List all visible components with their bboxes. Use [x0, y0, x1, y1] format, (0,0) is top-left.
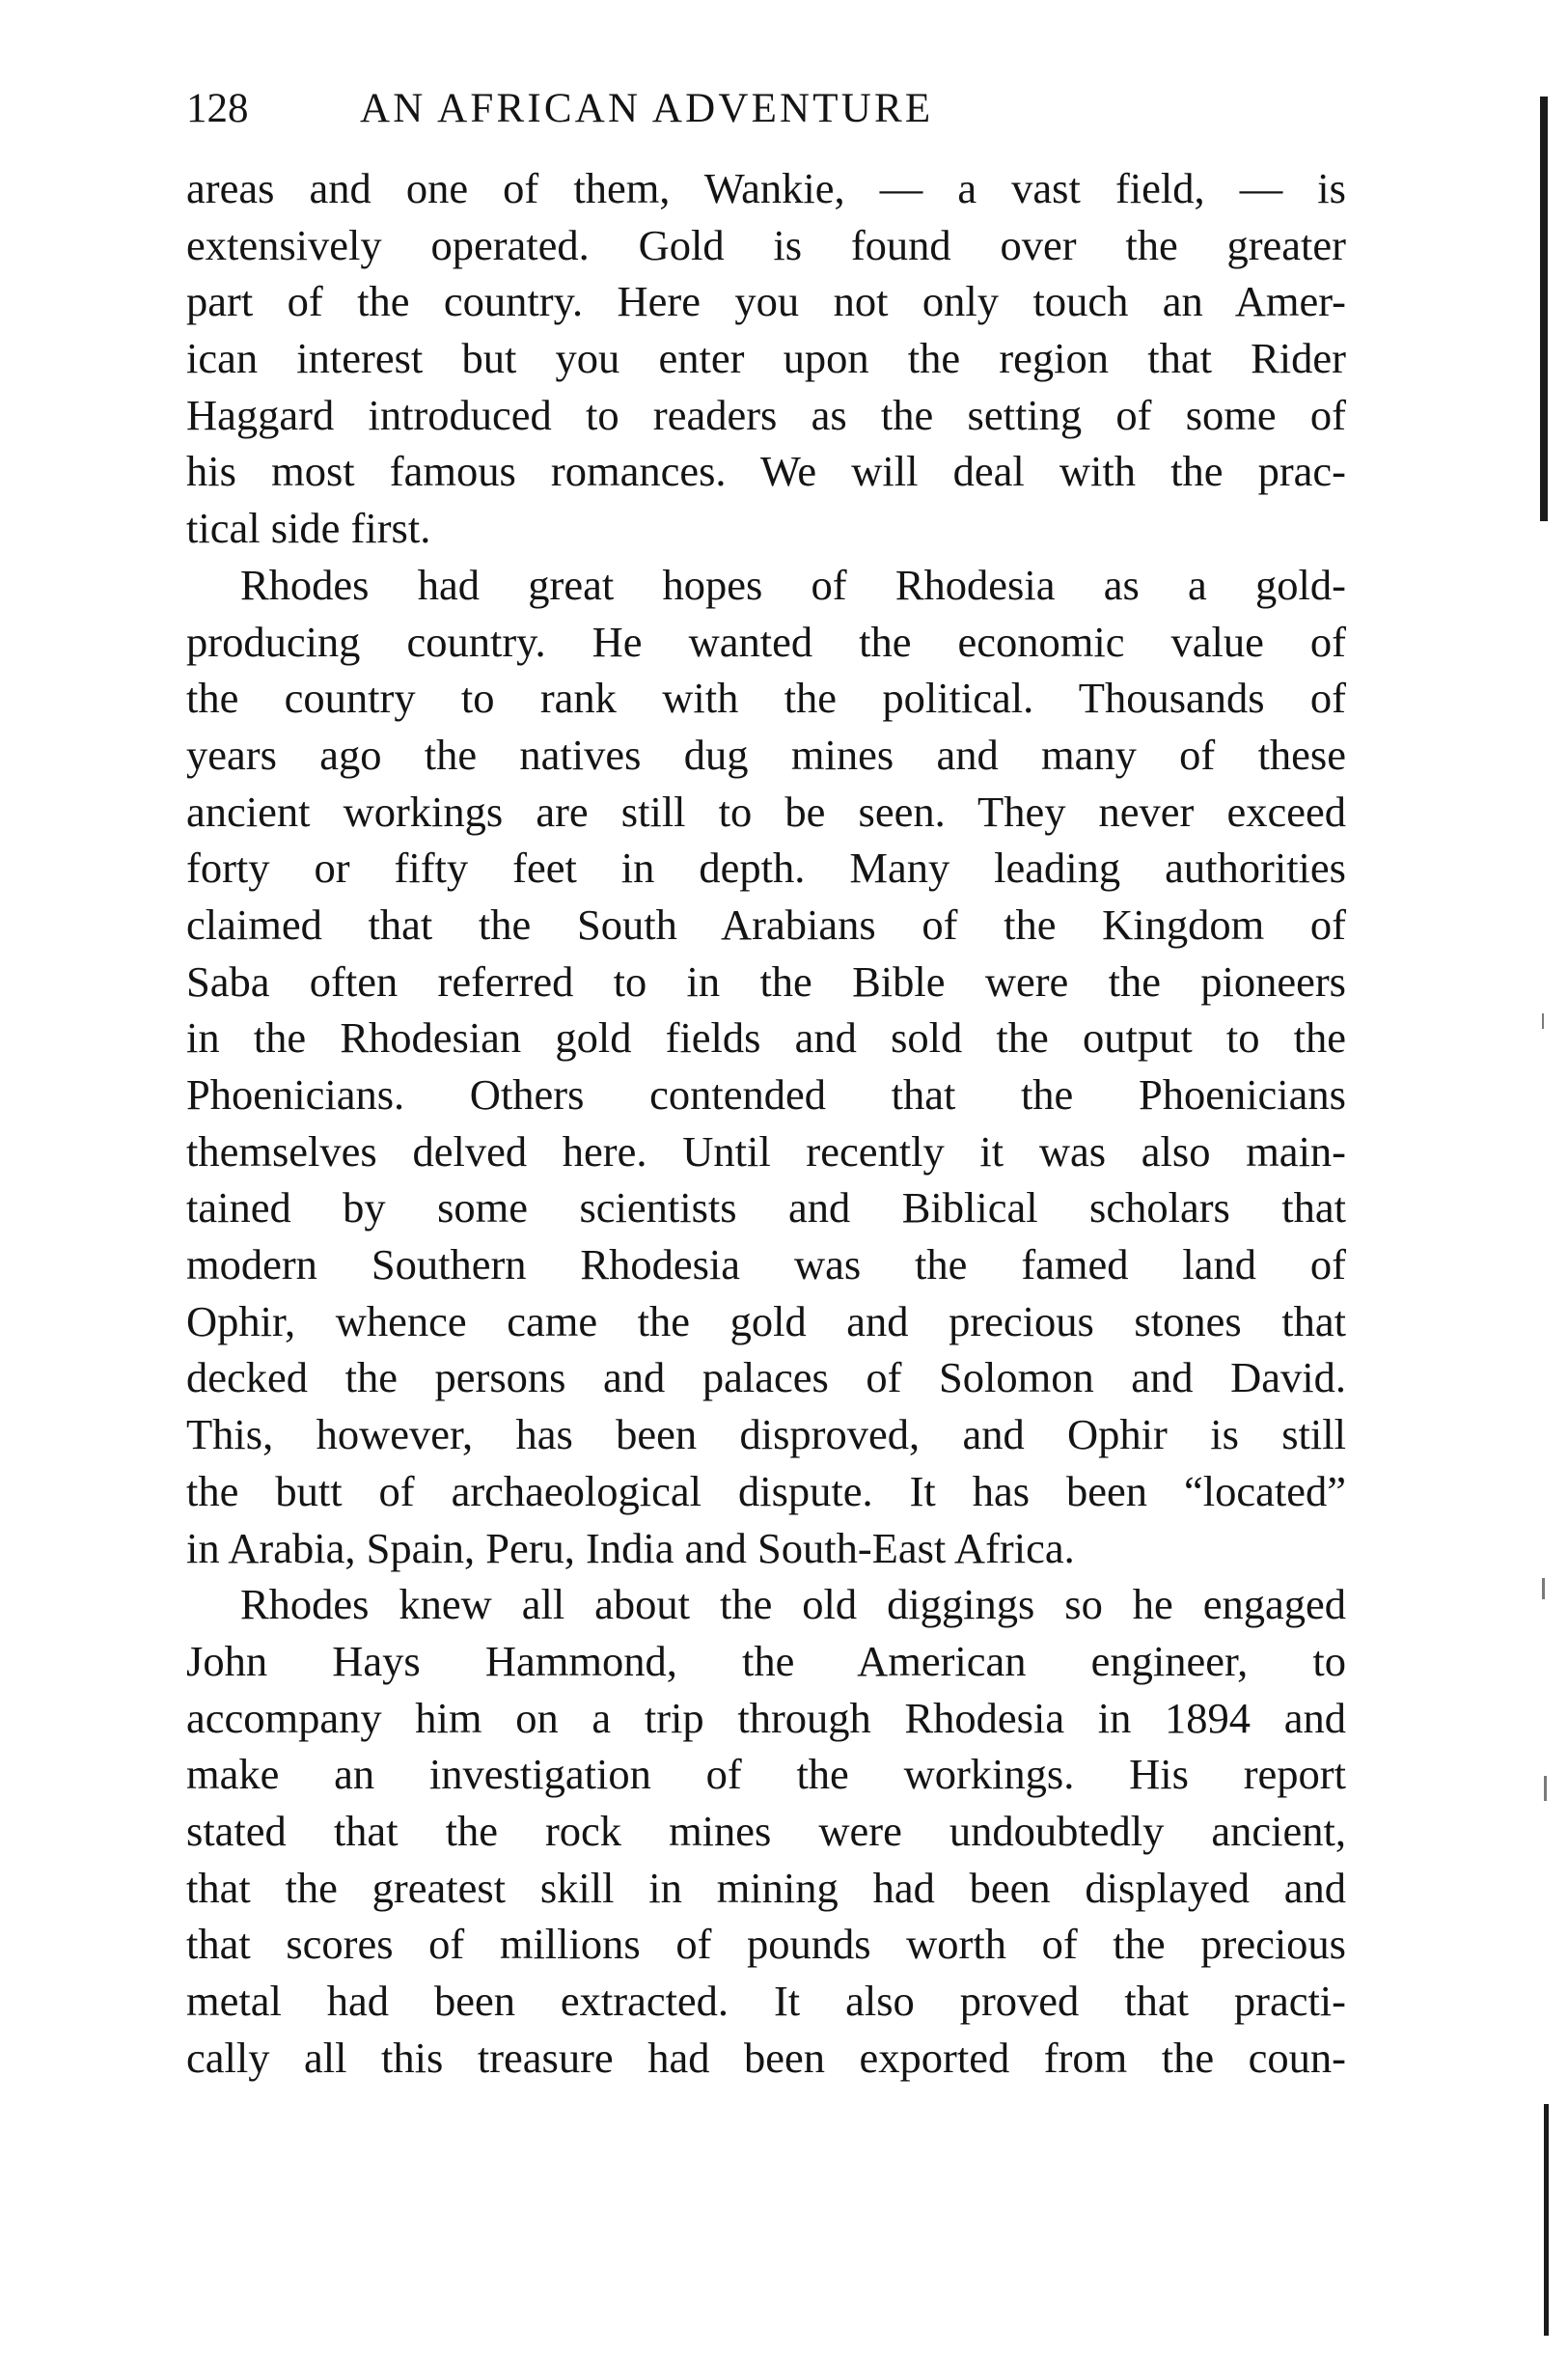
scan-speck — [1544, 1776, 1547, 1801]
text-line: years ago the natives dug mines and many of these — [186, 730, 1346, 779]
text-line: the country to rank with the political. Thousands of — [186, 674, 1346, 723]
text-line: extensively operated. Gold is found over the greater — [186, 220, 1346, 269]
text-line: ancient workings are still to be seen. They never exceed — [186, 787, 1346, 836]
text-line: John Hays Hammond, the American engineer, to — [186, 1636, 1346, 1685]
text-line: tained by some scientists and Biblical scholars that — [186, 1183, 1346, 1232]
page-number: 128 — [186, 86, 249, 131]
text-line: his most famous romances. We will deal with the prac- — [186, 447, 1346, 496]
text-line: Rhodes had great hopes of Rhodesia as a gold- — [240, 560, 1346, 609]
text-line: This, however, has been disproved, and Ophir is still — [186, 1410, 1346, 1459]
text-line: forty or fifty feet in depth. Many leading authorities — [186, 844, 1346, 893]
text-line: tical side first. — [186, 504, 431, 553]
running-title: AN AFRICAN ADVENTURE — [360, 86, 934, 131]
text-line: Phoenicians. Others contended that the Phoenicians — [186, 1070, 1346, 1119]
text-line: decked the persons and palaces of Solomon and David. — [186, 1353, 1346, 1402]
text-line: metal had been extracted. It also proved that practi- — [186, 1977, 1346, 2025]
text-line: Ophir, whence came the gold and precious stones that — [186, 1296, 1346, 1345]
text-line: Rhodes knew all about the old diggings so he engaged — [240, 1580, 1346, 1629]
text-line: cally all this treasure had been exported from the coun- — [186, 2033, 1346, 2082]
text-line: that the greatest skill in mining had been displayed and — [186, 1863, 1346, 1912]
body-text — [186, 160, 1346, 2086]
text-line: in Arabia, Spain, Peru, India and South-East Africa. — [186, 1523, 1075, 1572]
text-line: ican interest but you enter upon the region that Rider — [186, 334, 1346, 383]
text-line: Haggard introduced to readers as the setting of some of — [186, 390, 1346, 439]
text-line: producing country. He wanted the economic value of — [186, 617, 1346, 666]
text-line: the butt of archaeological dispute. It has been “located” — [186, 1466, 1346, 1515]
scan-speck — [1542, 1578, 1545, 1599]
scan-speck — [1542, 1013, 1544, 1029]
scan-edge-mark — [1540, 97, 1548, 521]
text-line: that scores of millions of pounds worth of the precious — [186, 1920, 1346, 1969]
text-line: modern Southern Rhodesia was the famed land of — [186, 1240, 1346, 1289]
running-header — [186, 75, 1344, 143]
scan-edge-mark — [1544, 2104, 1549, 2336]
text-line: part of the country. Here you not only touch an Amer- — [186, 277, 1346, 326]
text-line: themselves delved here. Until recently it was also main- — [186, 1126, 1346, 1176]
text-line: Saba often referred to in the Bible were the pioneers — [186, 956, 1346, 1006]
text-line: in the Rhodesian gold fields and sold the output to the — [186, 1013, 1346, 1063]
text-line: areas and one of them, Wankie, — a vast field, — is — [186, 164, 1346, 212]
text-line: make an investigation of the workings. His report — [186, 1750, 1346, 1799]
text-line: accompany him on a trip through Rhodesia in 1894 and — [186, 1693, 1346, 1742]
text-line: stated that the rock mines were undoubtedly ancient, — [186, 1806, 1346, 1855]
text-line: claimed that the South Arabians of the Kingdom of — [186, 900, 1346, 949]
